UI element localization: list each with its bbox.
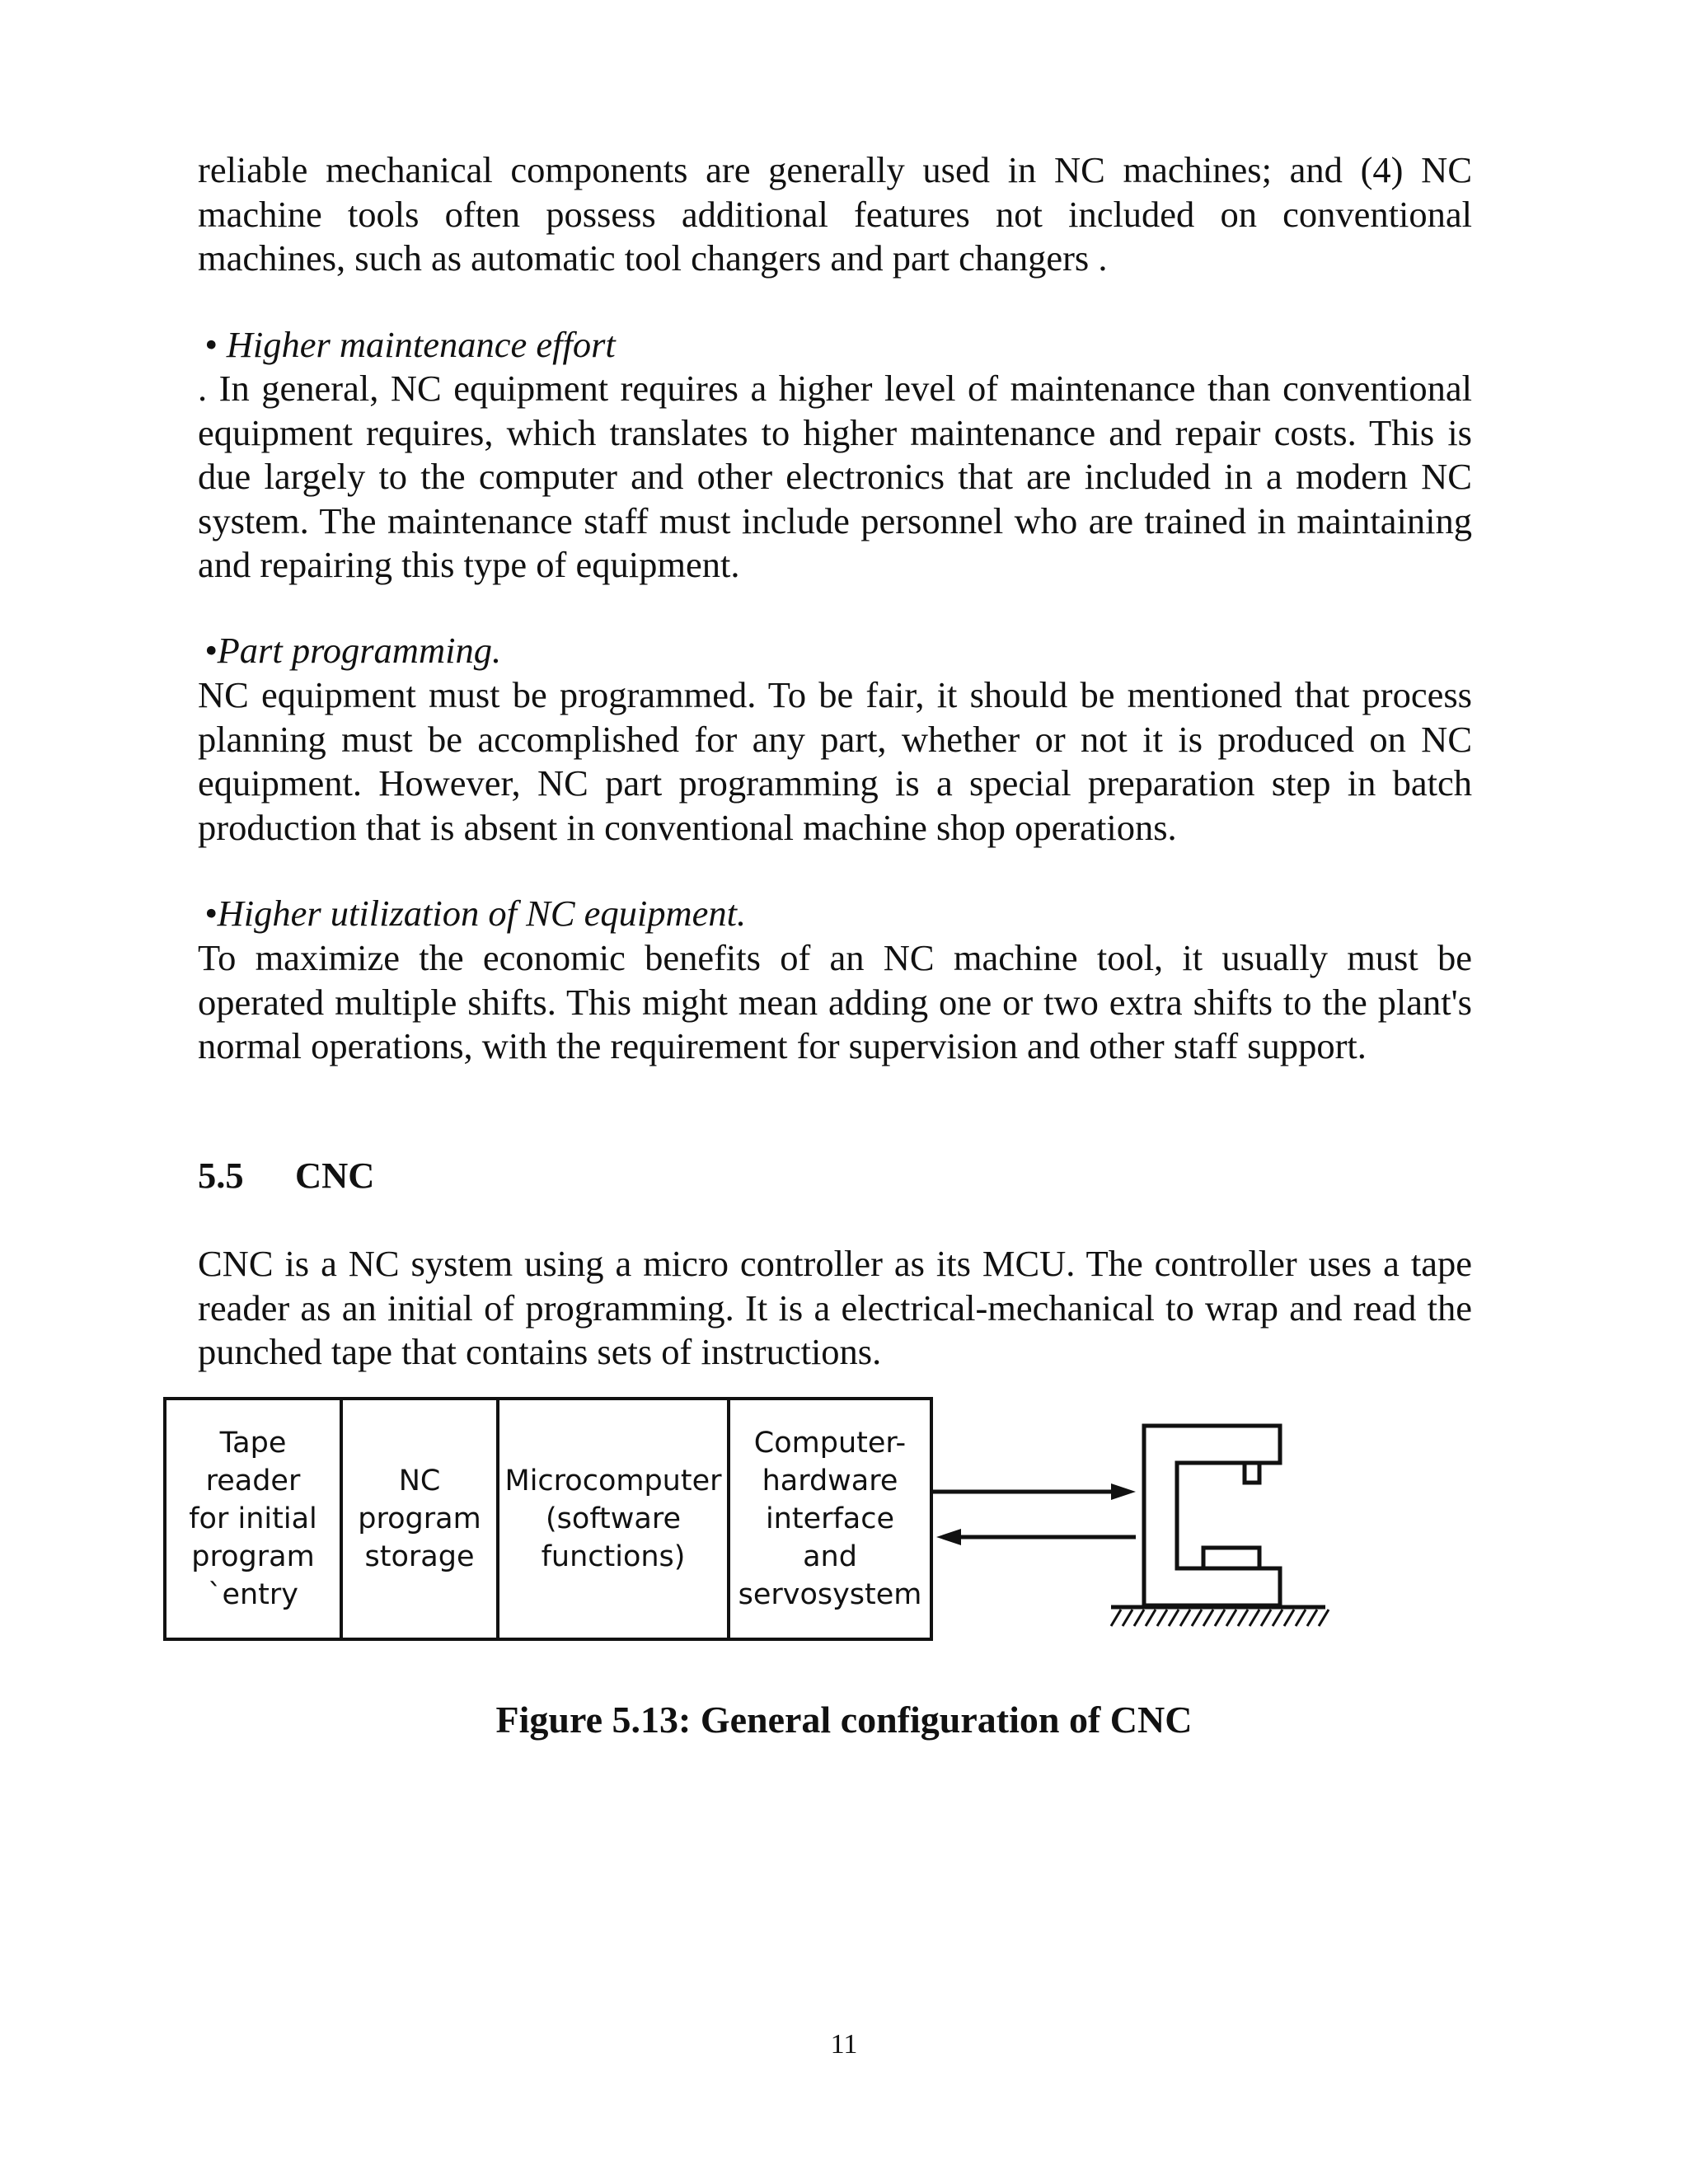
- paragraph-utilization: To maximize the economic benefits of an NC machine tool, it usually must be operated multiple shifts. This might mean adding one or two extra shifts to the plant's normal operations, with the requirement for supervision and other staff support.: [198, 937, 1472, 1066]
- bullet-higher-maintenance: • Higher maintenance effort: [204, 324, 616, 365]
- machine-tool-icon: [1111, 1426, 1325, 1607]
- machine-tool-drawing: [163, 1397, 1350, 1644]
- bullet-higher-utilization: •Higher utilization of NC equipment.: [204, 893, 747, 934]
- section-title: CNC: [295, 1155, 375, 1196]
- cnc-configuration-figure: [163, 1397, 1350, 1644]
- block-tape-reader: Tape reader for initial program `entry: [166, 1400, 343, 1638]
- block-hardware-interface: Computer- hardware interface and servosystem: [738, 1427, 922, 1611]
- block-microcomputer: Microcomputer (software functions): [499, 1400, 730, 1638]
- figure-caption: Figure 5.13: General configuration of CNC: [495, 1699, 1193, 1741]
- paragraph-part-programming: NC equipment must be programmed. To be fair, it should be mentioned that process planning must be accomplished for any part, whether or not it is produced on NC equipment. However, NC part programming is a special preparation step in batch production that is absent in conventional machine shop operations.: [198, 674, 1472, 848]
- section-heading: [198, 1154, 374, 1198]
- bullet-part-programming: •Part programming.: [204, 630, 502, 671]
- paragraph-maintenance: . In general, NC equipment requires a higher level of maintenance than conventional equipment requires, which translates to higher maintenance and repair costs. This is due largely to the computer and other electronics that are included in a modern NC system. The maintenance staff must include personnel who are trained in maintaining and repairing this type of equipment.: [198, 368, 1472, 585]
- paragraph-nc-advantages-end: reliable mechanical components are generally used in NC machines; and (4) NC machine tools often possess additional features not included on conventional machines, such as automatic tool changers and part changers .: [198, 149, 1472, 279]
- block-nc-program-storage: NC program storage: [343, 1400, 499, 1638]
- page-number: 11: [830, 2029, 858, 2060]
- paragraph-cnc-definition: CNC is a NC system using a micro controller as its MCU. The controller uses a tape reader as an initial of programming. It is a electrical-mechanical to wrap and read the punched tape that contains sets of instructions.: [198, 1243, 1472, 1372]
- ground-hatching: [1111, 1610, 1329, 1626]
- section-number: 5.5: [198, 1155, 244, 1196]
- signal-arrows: [933, 1483, 1136, 1545]
